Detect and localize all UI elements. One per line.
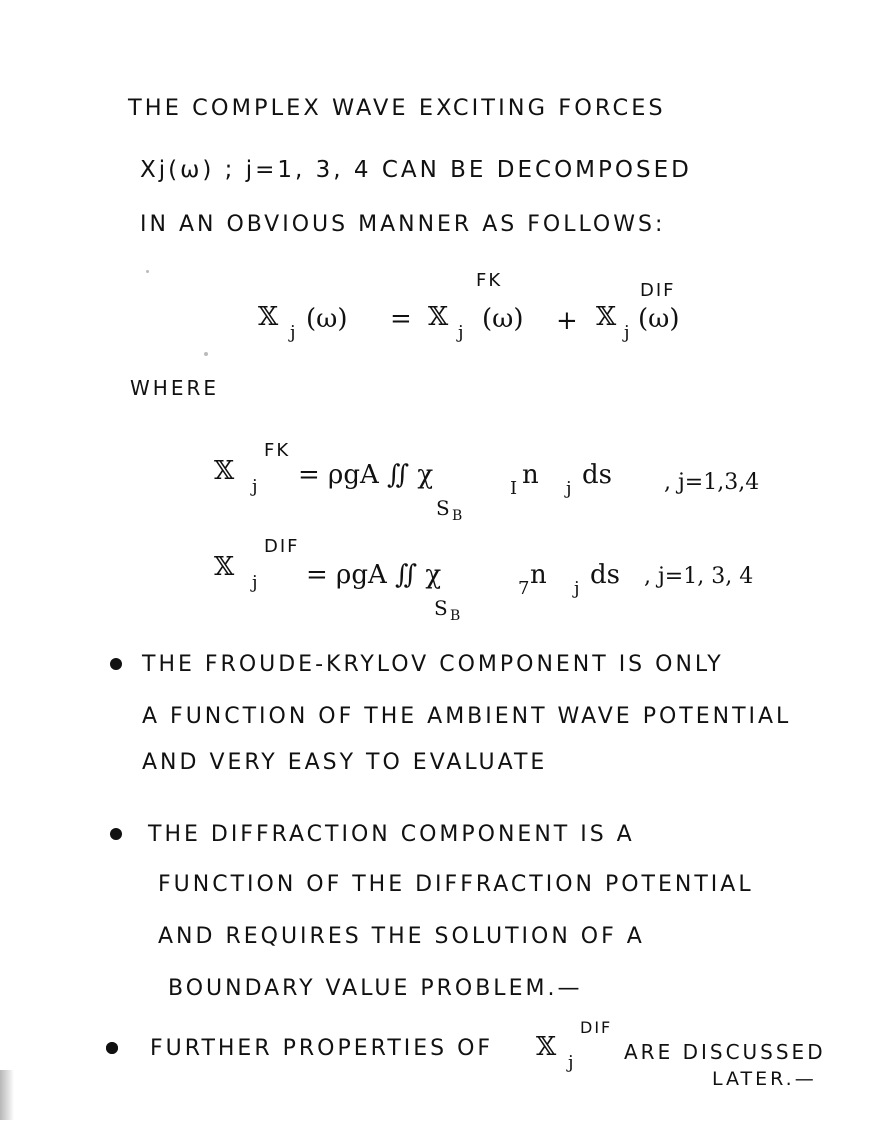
bullet2-line-3: AND REQUIRES THE SOLUTION OF A (158, 924, 645, 949)
eq-dif-surface: S (434, 596, 448, 620)
bullet2-line-1: THE DIFFRACTION COMPONENT IS A (148, 822, 635, 847)
bullet1-line-2: A FUNCTION OF THE AMBIENT WAVE POTENTIAL (142, 704, 792, 729)
eq-main-plus: + (556, 306, 578, 336)
bullet3-symbol: 𝕏 (536, 1032, 557, 1062)
eq-fk-symbol: 𝕏 (214, 456, 235, 486)
eq-dif-symbol: 𝕏 (214, 552, 235, 582)
eq-dif-ds: ds (590, 560, 620, 590)
eq-dif-chi-sub: 7 (518, 578, 530, 599)
bullet2-line-2: FUNCTION OF THE DIFFRACTION POTENTIAL (158, 872, 754, 897)
ink-dot (204, 352, 208, 356)
eq-fk-body: = ρgA ∬ χ (298, 460, 434, 490)
eq-fk-chi-sub: I (510, 478, 518, 499)
eq-main-sup-fk: FK (476, 270, 503, 291)
eq-dif-sub: j (252, 572, 258, 593)
intro-line-2: Xj(ω) ; j=1, 3, 4 CAN BE DECOMPOSED (140, 157, 692, 183)
scan-edge-artifact (0, 1070, 14, 1120)
eq-main-term1-sub: j (458, 322, 464, 343)
bullet1-line-3: AND VERY EASY TO EVALUATE (142, 750, 548, 775)
eq-main-lhs-sub: j (290, 322, 296, 343)
eq-fk-n-sub: j (566, 478, 572, 499)
eq-dif-surface-sub: B (450, 608, 461, 624)
eq-fk-n: n (522, 460, 539, 490)
eq-main-lhs-symbol: 𝕏 (258, 302, 279, 332)
bullet-dot-2 (110, 828, 122, 840)
eq-main-term2-arg: (ω) (638, 304, 680, 334)
eq-fk-surface-sub: B (452, 508, 463, 524)
bullet3-symbol-sub: j (568, 1052, 574, 1073)
eq-fk-ds: ds (582, 460, 612, 490)
where-label: WHERE (130, 376, 219, 400)
eq-main-term2-sub: j (624, 322, 630, 343)
eq-dif-body: = ρgA ∬ χ (306, 560, 442, 590)
eq-dif-sup: DIF (264, 536, 300, 557)
intro-line-1: THE COMPLEX WAVE EXCITING FORCES (128, 96, 666, 121)
eq-main-term2-symbol: 𝕏 (596, 302, 617, 332)
eq-main-lhs-arg: (ω) (306, 304, 348, 334)
bullet3-text-before: FURTHER PROPERTIES OF (150, 1036, 494, 1061)
eq-dif-n-sub: j (574, 578, 580, 599)
bullet3-text-after: ARE DISCUSSED (624, 1040, 826, 1064)
bullet-dot-1 (110, 658, 122, 670)
eq-main-equals: = (390, 304, 412, 334)
intro-line-3: IN AN OBVIOUS MANNER AS FOLLOWS: (140, 212, 666, 237)
bullet3-line-2: LATER.— (712, 1068, 817, 1090)
eq-dif-range: , j=1, 3, 4 (644, 564, 754, 589)
ink-speck (146, 270, 149, 273)
eq-fk-sub: j (252, 476, 258, 497)
eq-main-term1-arg: (ω) (482, 304, 524, 334)
bullet1-line-1: THE FROUDE-KRYLOV COMPONENT IS ONLY (142, 652, 724, 677)
bullet3-symbol-sup: DIF (580, 1018, 613, 1037)
eq-dif-n: n (530, 560, 547, 590)
eq-main-sup-dif: DIF (640, 280, 676, 301)
eq-fk-range: , j=1,3,4 (664, 470, 760, 495)
bullet-dot-3 (106, 1042, 118, 1054)
eq-fk-sup: FK (264, 440, 291, 461)
eq-fk-surface: S (436, 496, 450, 520)
bullet2-line-4: BOUNDARY VALUE PROBLEM.— (168, 976, 583, 1001)
eq-main-term1-symbol: 𝕏 (428, 302, 449, 332)
